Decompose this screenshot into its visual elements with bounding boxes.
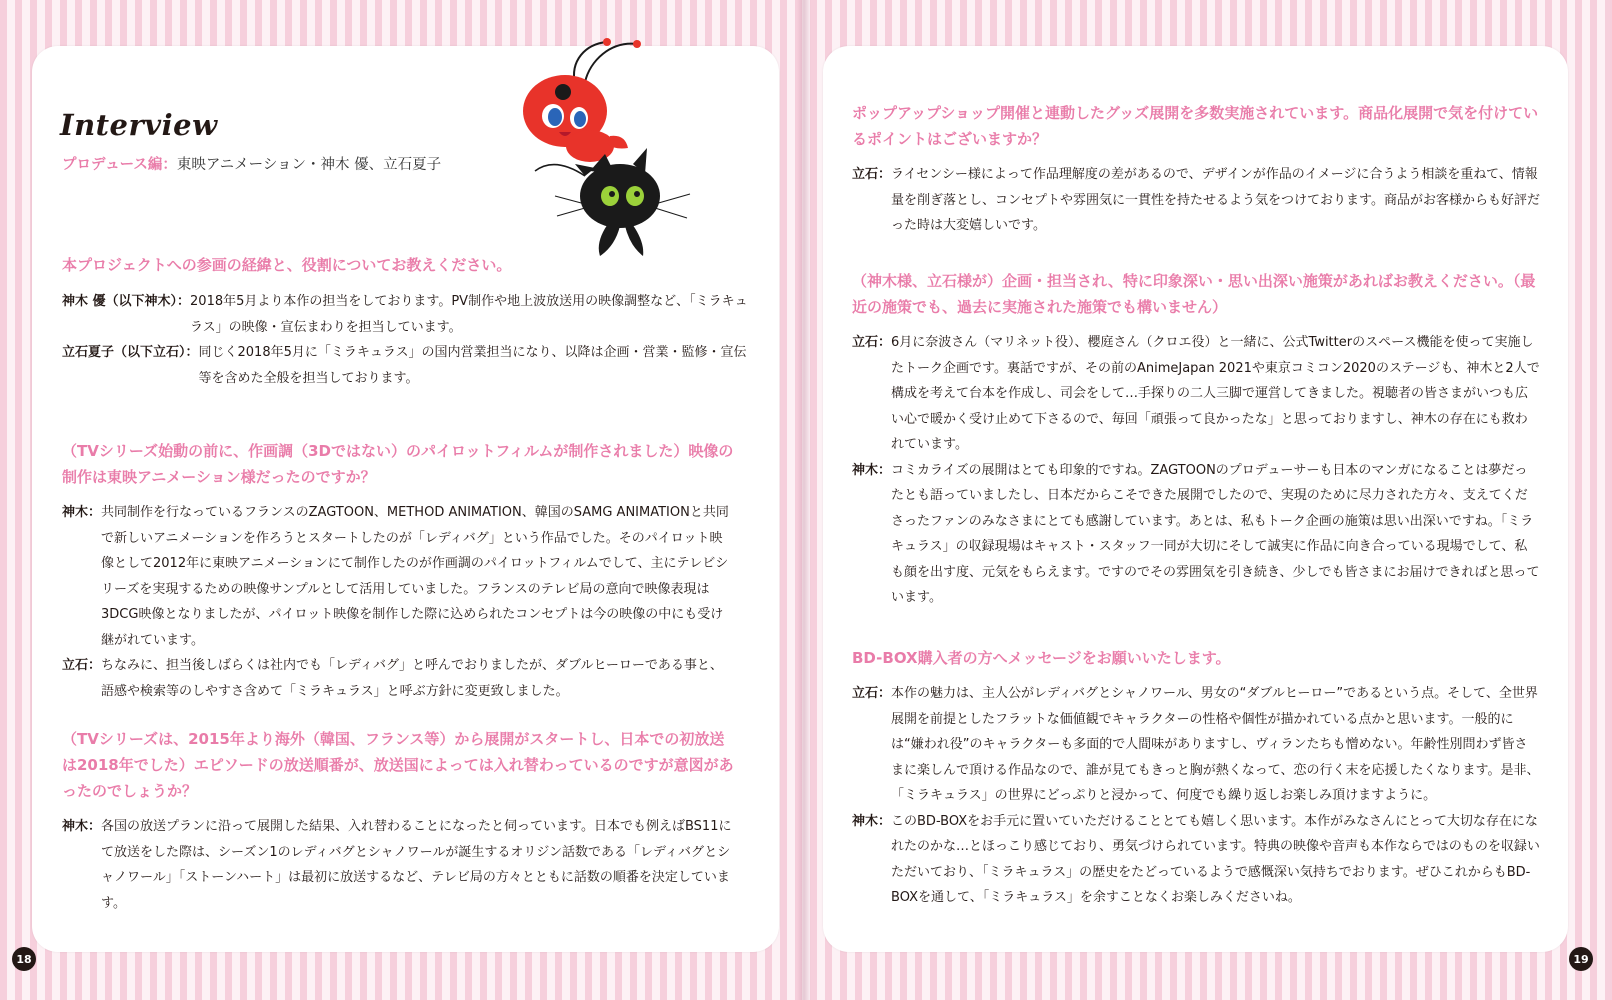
subtitle-separator: ：	[162, 157, 177, 173]
answer	[62, 289, 752, 340]
answer-text: 共同制作を行なっているフランスのZAGTOON、METHOD ANIMATION、韓国のSAMG ANIMATIONと共同で新しいアニメーションを作ろうとスタートしたのが「レディバグ」という作品でした。そのパイロット映像として2012年に東映アニメーションにて制作したのが作画調のパイロットフィルムでして、主にテレビシリーズを実現するための映像サンプルとして活用していました。フランスのテレビ局の意向で映像表現は3DCG映像となりましたが、パイロット映像を制作した際に込められたコンセプトは今の映像の中にも受け継がれています。	[101, 505, 729, 648]
left-qa-3	[62, 726, 734, 916]
answer	[852, 809, 1540, 911]
answer-text: 6月に奈波さん（マリネット役）、櫻庭さん（クロエ役）と一緒に、公式Twitterのスペース機能を使って実施したトーク企画です。裏話ですが、その前のAnimeJapan 2021や東京コミコン2020のステージも、神木と2人で構成を考えて台本を作成し、司会をして…手探りの二人三脚で運営してきました。視聴者の皆さまがいつも広い心で暖かく受け止めて下さるので、毎回「頑張って良かったな」と思っておりますし、神木の存在にも救われています。	[891, 335, 1540, 452]
left-qa-1	[62, 252, 752, 391]
interview-heading: Interview	[60, 108, 218, 142]
page-number-right: 19	[1569, 947, 1593, 971]
answer	[62, 814, 734, 916]
answer	[62, 653, 734, 704]
answer	[62, 340, 752, 391]
kwami-illustration	[515, 36, 700, 261]
answer	[852, 162, 1540, 239]
subtitle-label: プロデュース編	[62, 157, 163, 173]
speaker-label: 神木 優（以下神木）：	[62, 294, 191, 309]
answer-text: ライセンシー様によって作品理解度の差があるので、デザインが作品のイメージに合うよう相談を重ねて、情報量を削ぎ落とし、コンセプトや雰囲気に一貫性を持たせるよう気をつけております。商品がお客様からも好評だった時は大変嬉しいです。	[891, 167, 1540, 233]
answer-text: ちなみに、担当後しばらくは社内でも「レディバグ」と呼んでおりましたが、ダブルヒーローである事と、語感や検索等のしやすさ含めて「ミラキュラス」と呼ぶ方針に変更致しました。	[101, 658, 723, 699]
answer-text: コミカライズの展開はとても印象的ですね。ZAGTOONのプロデューサーも日本のマンガになることは夢だったとも語っていましたし、日本だからこそできた展開でしたので、実現のために尽力された方々、支えてくださったファンのみなさまにとても感謝しています。あとは、私もトーク企画の施策は思い出深いですね。「ミラキュラス」の収録現場はキャスト・スタッフ一同が大切にそして誠実に作品に向き合っている現場でして、私も顔を出す度、元気をもらえます。ですのでその雰囲気を引き続き、少しでも皆さまにお届けできればと思っています。	[891, 462, 1540, 605]
answer-text: 各国の放送プランに沿って展開した結果、入れ替わることになったと伺っています。日本でも例えばBS11にて放送をした際は、シーズン1のレディバグとシャノワールが誕生するオリジン話数である「レディバグとシャノワール」「ストーンハート」は最初に放送するなど、テレビ局の方々とともに話数の順番を決定しています。	[101, 819, 732, 911]
plagg-kwami-illustration	[535, 148, 690, 256]
speaker-label: 立石：	[852, 167, 892, 182]
speaker-label: 神木：	[852, 462, 892, 478]
speaker-label: 神木：	[62, 505, 102, 520]
answer-text: 同じく2018年5月に「ミラキュラス」の国内営業担当になり、以降は企画・営業・監修・宣伝等を含めた全般を担当しております。	[198, 345, 747, 386]
question: BD-BOX購入者の方へメッセージをお願いいたします。	[852, 649, 1231, 667]
answer	[852, 458, 1540, 611]
question: （TVシリーズ始動の前に、作画調（3Dではない）のパイロットフィルムが制作されました）映像の制作は東映アニメーション様だったのですか？	[62, 442, 734, 486]
speaker-label: 立石夏子（以下立石）：	[62, 345, 199, 360]
subtitle-text: 東映アニメーション・神木 優、立石夏子	[176, 157, 442, 173]
right-qa-3	[852, 645, 1540, 911]
question: （神木様、立石様が）企画・担当され、特に印象深い・思い出深い施策があればお教えください。（最近の施策でも、過去に実施された施策でも構いません）	[852, 272, 1536, 316]
answer-text: 本作の魅力は、主人公がレディバグとシャノワール、男女の“ダブルヒーロー”であるという点。そして、全世界展開を前提としたフラットな価値観でキャラクターの性格や個性が描かれている点かと思います。一般的には“嫌われ役”のキャラクターも多面的で人間味がありますし、ヴィランたちも憎めない。年齢性別問わず皆さまに楽しんで頂ける作品なので、誰が見てもきっと胸が熱くなって、恋の行く末を応援したくなります。是非、「ミラキュラス」の世界にどっぷりと浸かって、何度でも繰り返しお楽しみ頂けますように。	[891, 686, 1540, 803]
book-gutter	[797, 0, 811, 1000]
speaker-label: 立石：	[62, 658, 102, 673]
right-qa-1	[852, 100, 1540, 239]
question: （TVシリーズは、2015年より海外（韓国、フランス等）から展開がスタートし、日本での初放送は2018年でした）エピソードの放送順番が、放送国によっては入れ替わっているのですが意図があったのでしょうか？	[62, 730, 734, 800]
answer-text: このBD-BOXをお手元に置いていただけることとても嬉しく思います。本作がみなさんにとって大切な存在になれたのかな…とほっこり感じており、勇気づけられています。特典の映像や音声も本作ならではのものを収録いただいており、「ミラキュラス」の歴史をたどっているようで感慨深い気持ちでおります。ぜひこれからもBD-BOXを通して、「ミラキュラス」を余すことなくお楽しみくださいね。	[891, 813, 1540, 905]
tikki-kwami-illustration	[523, 38, 641, 162]
speaker-label: 神木：	[852, 813, 892, 829]
answer	[852, 330, 1540, 458]
answer	[852, 681, 1540, 809]
question: ポップアップショップ開催と連動したグッズ展開を多数実施されています。商品化展開で気を付けているポイントはございますか？	[852, 104, 1539, 148]
left-qa-2	[62, 438, 734, 704]
speaker-label: 神木：	[62, 819, 102, 834]
question: 本プロジェクトへの参画の経緯と、役割についてお教えください。	[62, 256, 512, 274]
interview-subtitle	[62, 153, 441, 174]
speaker-label: 立石：	[852, 686, 892, 701]
answer-text: 2018年5月より本作の担当をしております。PV制作や地上波放送用の映像調整など、「ミラキュラス」の映像・宣伝まわりを担当しています。	[190, 294, 748, 335]
answer	[62, 500, 734, 653]
right-qa-2	[852, 268, 1540, 611]
speaker-label: 立石：	[852, 335, 892, 350]
page-number-left: 18	[12, 947, 36, 971]
